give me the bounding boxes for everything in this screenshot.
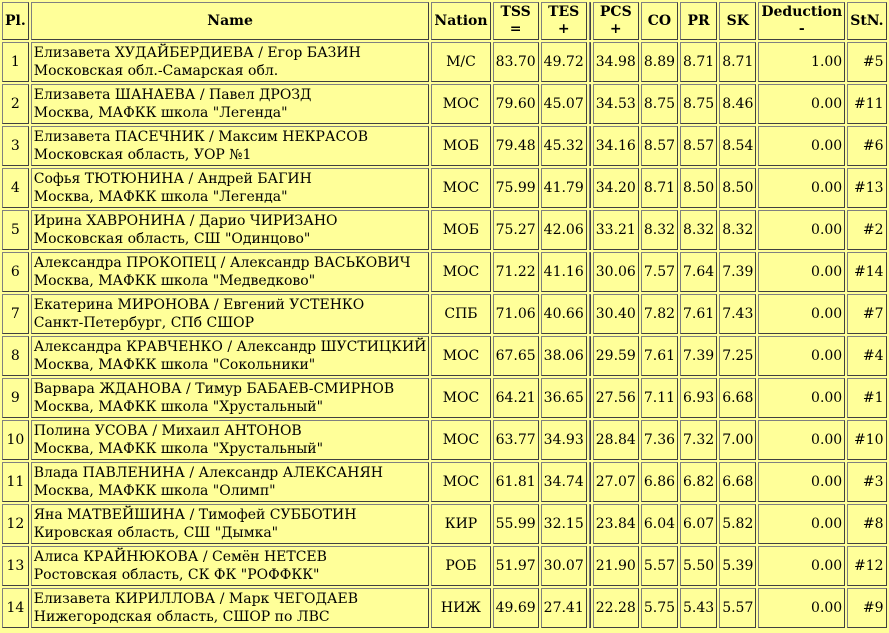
start-number-cell: #12 — [847, 546, 886, 586]
deduction-cell: 0.00 — [758, 504, 845, 544]
start-number-cell: #6 — [847, 126, 886, 166]
pcs-cell: 29.59 — [593, 336, 639, 376]
start-number-cell: #8 — [847, 504, 886, 544]
nation-cell: МОС — [431, 168, 490, 208]
club-name: Кировская область, СШ "Дымка" — [33, 525, 279, 541]
club-name: Москва, МАФКК школа "Хрустальный" — [33, 399, 324, 415]
tes-cell: 34.74 — [541, 462, 587, 502]
place-cell: 3 — [2, 126, 29, 166]
separator-cell — [589, 420, 591, 460]
co-cell: 5.75 — [641, 588, 678, 628]
deduction-cell: 0.00 — [758, 168, 845, 208]
tss-cell: 55.99 — [493, 504, 539, 544]
pcs-cell: 21.90 — [593, 546, 639, 586]
nation-cell: МОС — [431, 462, 490, 502]
table-row — [2, 42, 887, 82]
tes-cell: 49.72 — [541, 42, 587, 82]
table-row — [2, 546, 887, 586]
tss-cell: 71.22 — [493, 252, 539, 292]
header-pl: Pl. — [2, 2, 29, 40]
skaters-names: Полина УСОВА / Михаил АНТОНОВ — [33, 423, 302, 439]
start-number-cell: #1 — [847, 378, 886, 418]
place-cell: 1 — [2, 42, 29, 82]
co-cell: 5.57 — [641, 546, 678, 586]
start-number-cell: #9 — [847, 588, 886, 628]
tes-cell: 41.79 — [541, 168, 587, 208]
pcs-cell: 27.07 — [593, 462, 639, 502]
header-pr: PR — [680, 2, 717, 40]
tes-cell: 32.15 — [541, 504, 587, 544]
tss-cell: 79.48 — [493, 126, 539, 166]
tss-cell: 67.65 — [493, 336, 539, 376]
club-name: Нижегородская область, СШОР по ЛВС — [33, 609, 330, 625]
separator-cell — [589, 168, 591, 208]
co-cell: 6.04 — [641, 504, 678, 544]
table-row — [2, 420, 887, 460]
co-cell: 8.57 — [641, 126, 678, 166]
skaters-names: Екатерина МИРОНОВА / Евгений УСТЕНКО — [33, 297, 365, 313]
skaters-names: Влада ПАВЛЕНИНА / Александр АЛЕКСАНЯН — [33, 465, 383, 481]
separator-cell — [589, 504, 591, 544]
deduction-cell: 0.00 — [758, 210, 845, 250]
sk-cell: 6.68 — [719, 378, 756, 418]
deduction-cell: 0.00 — [758, 252, 845, 292]
sk-cell: 8.46 — [719, 84, 756, 124]
start-number-cell: #5 — [847, 42, 886, 82]
tss-cell: 49.69 — [493, 588, 539, 628]
skaters-names: Елизавета КИРИЛЛОВА / Марк ЧЕГОДАЕВ — [33, 591, 359, 607]
pr-cell: 5.43 — [680, 588, 717, 628]
table-row — [2, 84, 887, 124]
club-name: Москва, МАФКК школа "Легенда" — [33, 189, 288, 205]
name-cell — [31, 462, 430, 502]
tes-cell: 36.65 — [541, 378, 587, 418]
co-cell: 8.75 — [641, 84, 678, 124]
place-cell: 10 — [2, 420, 29, 460]
header-pcs-sub: + — [609, 21, 622, 37]
start-number-cell: #14 — [847, 252, 886, 292]
nation-cell: НИЖ — [431, 588, 490, 628]
header-name: Name — [31, 2, 430, 40]
separator-cell — [589, 588, 591, 628]
tss-cell: 71.06 — [493, 294, 539, 334]
skaters-names: Алиса КРАЙНЮКОВА / Семён НЕТСЕВ — [33, 549, 327, 565]
pr-cell: 5.50 — [680, 546, 717, 586]
name-cell — [31, 336, 430, 376]
pr-cell: 7.64 — [680, 252, 717, 292]
name-cell — [31, 42, 430, 82]
nation-cell: МОБ — [431, 210, 490, 250]
club-name: Санкт-Петербург, СПб СШОР — [33, 315, 255, 331]
sk-cell: 8.71 — [719, 42, 756, 82]
co-cell: 8.71 — [641, 168, 678, 208]
skaters-names: Софья ТЮТЮНИНА / Андрей БАГИН — [33, 171, 312, 187]
co-cell: 7.11 — [641, 378, 678, 418]
name-cell — [31, 546, 430, 586]
pr-cell: 6.82 — [680, 462, 717, 502]
skaters-names: Елизавета ШАНАЕВА / Павел ДРОЗД — [33, 87, 312, 103]
results-body — [2, 42, 887, 628]
tss-cell: 79.60 — [493, 84, 539, 124]
skaters-names: Ирина ХАВРОНИНА / Дарио ЧИРИЗАНО — [33, 213, 338, 229]
tes-cell: 40.66 — [541, 294, 587, 334]
sk-cell: 5.82 — [719, 504, 756, 544]
club-name: Москва, МАФКК школа "Легенда" — [33, 105, 288, 121]
tes-cell: 27.41 — [541, 588, 587, 628]
start-number-cell: #4 — [847, 336, 886, 376]
deduction-cell: 0.00 — [758, 84, 845, 124]
pcs-cell: 34.98 — [593, 42, 639, 82]
pr-cell: 8.32 — [680, 210, 717, 250]
pcs-cell: 30.40 — [593, 294, 639, 334]
place-cell: 4 — [2, 168, 29, 208]
pr-cell: 7.61 — [680, 294, 717, 334]
header-stn: StN. — [847, 2, 886, 40]
tes-cell: 45.32 — [541, 126, 587, 166]
tss-cell: 75.99 — [493, 168, 539, 208]
name-cell — [31, 210, 430, 250]
deduction-cell: 0.00 — [758, 294, 845, 334]
pr-cell: 7.32 — [680, 420, 717, 460]
header-sk: SK — [719, 2, 756, 40]
pr-cell: 8.75 — [680, 84, 717, 124]
place-cell: 11 — [2, 462, 29, 502]
tes-cell: 45.07 — [541, 84, 587, 124]
header-deduction-sub: - — [798, 21, 805, 37]
name-cell — [31, 420, 430, 460]
co-cell: 8.89 — [641, 42, 678, 82]
pcs-cell: 34.16 — [593, 126, 639, 166]
skaters-names: Елизавета ПАСЕЧНИК / Максим НЕКРАСОВ — [33, 129, 369, 145]
place-cell: 13 — [2, 546, 29, 586]
separator-cell — [589, 210, 591, 250]
table-row — [2, 378, 887, 418]
skaters-names: Александра ПРОКОПЕЦ / Александр ВАСЬКОВИЧ — [33, 255, 411, 271]
table-row — [2, 294, 887, 334]
nation-cell: МОС — [431, 420, 490, 460]
header-tes — [541, 2, 587, 40]
co-cell: 7.36 — [641, 420, 678, 460]
nation-cell: М/С — [431, 42, 490, 82]
sk-cell: 7.43 — [719, 294, 756, 334]
name-cell — [31, 294, 430, 334]
pr-cell: 8.57 — [680, 126, 717, 166]
club-name: Москва, МАФКК школа "Олимп" — [33, 483, 276, 499]
sk-cell: 7.00 — [719, 420, 756, 460]
pcs-cell: 30.06 — [593, 252, 639, 292]
tss-cell: 61.81 — [493, 462, 539, 502]
place-cell: 6 — [2, 252, 29, 292]
skaters-names: Варвара ЖДАНОВА / Тимур БАБАЕВ-СМИРНОВ — [33, 381, 395, 397]
skaters-names: Елизавета ХУДАЙБЕРДИЕВА / Егор БАЗИН — [33, 45, 361, 61]
table-row — [2, 210, 887, 250]
club-name: Московская область, УОР №1 — [33, 147, 252, 163]
club-name: Ростовская область, СК ФК "РОФФКК" — [33, 567, 320, 583]
place-cell: 12 — [2, 504, 29, 544]
start-number-cell: #10 — [847, 420, 886, 460]
nation-cell: РОБ — [431, 546, 490, 586]
place-cell: 5 — [2, 210, 29, 250]
start-number-cell: #3 — [847, 462, 886, 502]
header-co: CO — [641, 2, 678, 40]
co-cell: 7.82 — [641, 294, 678, 334]
sk-cell: 8.50 — [719, 168, 756, 208]
separator-cell — [589, 546, 591, 586]
sk-cell: 7.25 — [719, 336, 756, 376]
header-tss-sub: = — [509, 21, 522, 37]
header-separator — [589, 2, 591, 40]
place-cell: 14 — [2, 588, 29, 628]
place-cell: 7 — [2, 294, 29, 334]
name-cell — [31, 252, 430, 292]
nation-cell: МОС — [431, 84, 490, 124]
name-cell — [31, 168, 430, 208]
tss-cell: 63.77 — [493, 420, 539, 460]
club-name: Москва, МАФКК школа "Хрустальный" — [33, 441, 324, 457]
sk-cell: 8.54 — [719, 126, 756, 166]
header-tss-label: TSS — [500, 4, 531, 20]
name-cell — [31, 126, 430, 166]
tss-cell: 64.21 — [493, 378, 539, 418]
place-cell: 2 — [2, 84, 29, 124]
tss-cell: 83.70 — [493, 42, 539, 82]
pr-cell: 8.50 — [680, 168, 717, 208]
tss-cell: 75.27 — [493, 210, 539, 250]
pcs-cell: 33.21 — [593, 210, 639, 250]
separator-cell — [589, 252, 591, 292]
tes-cell: 42.06 — [541, 210, 587, 250]
skaters-names: Александра КРАВЧЕНКО / Александр ШУСТИЦКИЙ — [33, 339, 427, 355]
pr-cell: 6.93 — [680, 378, 717, 418]
header-tes-sub: + — [557, 21, 570, 37]
name-cell — [31, 588, 430, 628]
sk-cell: 6.68 — [719, 462, 756, 502]
pr-cell: 8.71 — [680, 42, 717, 82]
start-number-cell: #13 — [847, 168, 886, 208]
separator-cell — [589, 126, 591, 166]
table-row — [2, 336, 887, 376]
pcs-cell: 28.84 — [593, 420, 639, 460]
header-nation: Nation — [431, 2, 490, 40]
place-cell: 8 — [2, 336, 29, 376]
pcs-cell: 34.20 — [593, 168, 639, 208]
separator-cell — [589, 294, 591, 334]
place-cell: 9 — [2, 378, 29, 418]
nation-cell: КИР — [431, 504, 490, 544]
header-deduction — [758, 2, 845, 40]
start-number-cell: #11 — [847, 84, 886, 124]
separator-cell — [589, 462, 591, 502]
table-row — [2, 168, 887, 208]
start-number-cell: #7 — [847, 294, 886, 334]
table-row — [2, 252, 887, 292]
header-pcs — [593, 2, 639, 40]
deduction-cell: 0.00 — [758, 336, 845, 376]
separator-cell — [589, 84, 591, 124]
club-name: Москва, МАФКК школа "Медведково" — [33, 273, 316, 289]
tes-cell: 34.93 — [541, 420, 587, 460]
table-row — [2, 504, 887, 544]
header-tes-label: TES — [548, 4, 580, 20]
club-name: Москва, МАФКК школа "Сокольники" — [33, 357, 316, 373]
deduction-cell: 0.00 — [758, 462, 845, 502]
separator-cell — [589, 378, 591, 418]
pcs-cell: 34.53 — [593, 84, 639, 124]
sk-cell: 5.57 — [719, 588, 756, 628]
deduction-cell: 0.00 — [758, 420, 845, 460]
header-deduction-label: Deduction — [761, 4, 843, 20]
pcs-cell: 23.84 — [593, 504, 639, 544]
table-row — [2, 126, 887, 166]
tss-cell: 51.97 — [493, 546, 539, 586]
tes-cell: 41.16 — [541, 252, 587, 292]
header-tss — [493, 2, 539, 40]
name-cell — [31, 504, 430, 544]
sk-cell: 5.39 — [719, 546, 756, 586]
deduction-cell: 0.00 — [758, 588, 845, 628]
club-name: Московская обл.-Самарская обл. — [33, 63, 279, 79]
header-row — [2, 2, 887, 40]
name-cell — [31, 378, 430, 418]
tes-cell: 30.07 — [541, 546, 587, 586]
deduction-cell: 0.00 — [758, 378, 845, 418]
separator-cell — [589, 42, 591, 82]
nation-cell: МОБ — [431, 126, 490, 166]
skaters-names: Яна МАТВЕЙШИНА / Тимофей СУББОТИН — [33, 507, 357, 523]
nation-cell: МОС — [431, 378, 490, 418]
start-number-cell: #2 — [847, 210, 886, 250]
sk-cell: 7.39 — [719, 252, 756, 292]
pr-cell: 6.07 — [680, 504, 717, 544]
deduction-cell: 1.00 — [758, 42, 845, 82]
co-cell: 7.57 — [641, 252, 678, 292]
sk-cell: 8.32 — [719, 210, 756, 250]
deduction-cell: 0.00 — [758, 126, 845, 166]
co-cell: 7.61 — [641, 336, 678, 376]
pr-cell: 7.39 — [680, 336, 717, 376]
nation-cell: МОС — [431, 252, 490, 292]
co-cell: 8.32 — [641, 210, 678, 250]
deduction-cell: 0.00 — [758, 546, 845, 586]
table-row — [2, 462, 887, 502]
pcs-cell: 27.56 — [593, 378, 639, 418]
separator-cell — [589, 336, 591, 376]
club-name: Московская область, СШ "Одинцово" — [33, 231, 311, 247]
header-pcs-label: PCS — [599, 4, 632, 20]
co-cell: 6.86 — [641, 462, 678, 502]
pcs-cell: 22.28 — [593, 588, 639, 628]
table-row — [2, 588, 887, 628]
tes-cell: 38.06 — [541, 336, 587, 376]
name-cell — [31, 84, 430, 124]
nation-cell: МОС — [431, 336, 490, 376]
nation-cell: СПБ — [431, 294, 490, 334]
